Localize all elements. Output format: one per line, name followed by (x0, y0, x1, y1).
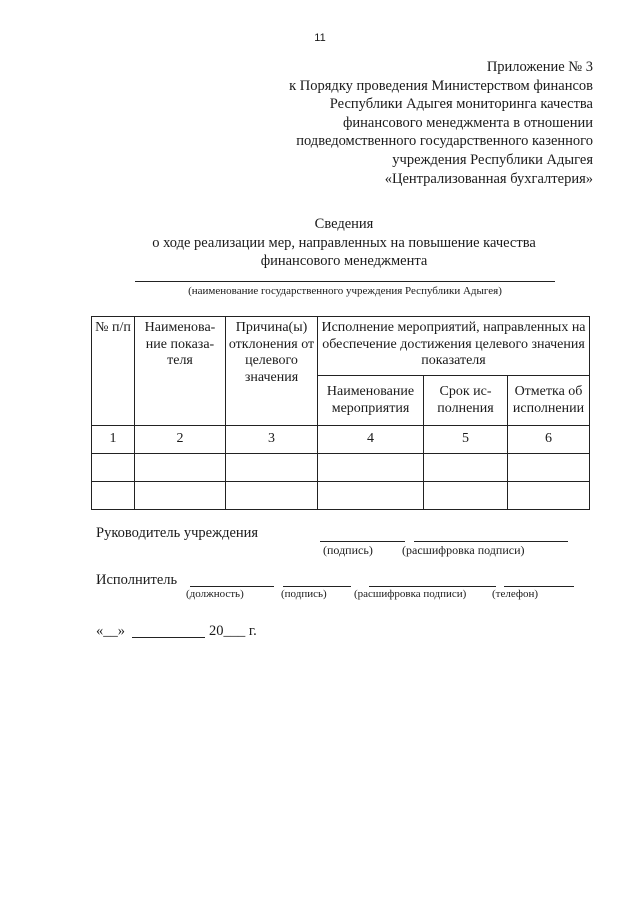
executor-label: Исполнитель (96, 572, 178, 588)
executor-position-line[interactable] (190, 586, 274, 587)
table-cell[interactable] (424, 454, 508, 482)
institution-name-line (135, 281, 555, 282)
institution-name-caption: (наименование государственного учреждения Республики Адыгея) (188, 285, 502, 297)
header-deadline: Срок ис-полнения (424, 376, 508, 426)
head-decode-line[interactable] (414, 541, 568, 542)
table-cell[interactable] (318, 482, 424, 510)
header-mark: Отметка об исполнении (508, 376, 590, 426)
document-title (0, 215, 640, 271)
appendix-header (233, 58, 593, 188)
executor-decode-caption: (расшифровка подписи) (354, 588, 467, 600)
header-execution-group: Исполнение мероприятий, направленных на обеспечение достижения целевого значения показателя (318, 317, 590, 376)
executor-phone-caption: (телефон) (492, 588, 539, 600)
table-cell[interactable] (135, 482, 226, 510)
head-sign-line[interactable] (320, 541, 405, 542)
executor-position-caption: (должность) (186, 588, 244, 600)
appendix-line: учреждения Республики Адыгея (392, 151, 593, 168)
table-row (92, 482, 590, 510)
executor-decode-line[interactable] (369, 586, 496, 587)
page-number: 11 (314, 32, 326, 44)
column-number: 2 (135, 426, 226, 454)
column-number: 6 (508, 426, 590, 454)
appendix-line: Приложение № 3 (486, 59, 593, 75)
date-month-line[interactable] (132, 637, 205, 638)
head-label: Руководитель учреждения (96, 525, 259, 541)
column-number: 5 (424, 426, 508, 454)
executor-sign-caption: (подпись) (281, 588, 327, 600)
appendix-line: финансового менеджмента в отношении (343, 114, 593, 131)
table-row (92, 454, 590, 482)
header-indicator-name: Наименова-ние показа-теля (135, 317, 226, 426)
table-cell[interactable] (508, 482, 590, 510)
table-cell[interactable] (135, 454, 226, 482)
date-year: 20___ г. (209, 623, 257, 639)
header-num: № п/п (92, 317, 135, 426)
column-number: 1 (92, 426, 135, 454)
table-cell[interactable] (92, 454, 135, 482)
measures-table (91, 316, 590, 510)
table-cell[interactable] (226, 482, 318, 510)
table-cell[interactable] (424, 482, 508, 510)
appendix-line: подведомственного государственного казенного (296, 133, 593, 150)
title-line: финансового менеджмента (260, 253, 428, 270)
column-number: 4 (318, 426, 424, 454)
appendix-line: к Порядку проведения Министерством финансов (289, 77, 593, 94)
header-measure-name: Наименование мероприятия (318, 376, 424, 426)
head-sign-caption: (подпись) (323, 543, 373, 557)
date-day: «__» (96, 623, 125, 639)
table-cell[interactable] (92, 482, 135, 510)
column-number: 3 (226, 426, 318, 454)
table-cell[interactable] (508, 454, 590, 482)
appendix-line: «Централизованная бухгалтерия» (384, 170, 593, 187)
table-cell[interactable] (226, 454, 318, 482)
table-cell[interactable] (318, 454, 424, 482)
table-column-numbers-row (92, 426, 590, 454)
title-line: о ходе реализации мер, направленных на повышение качества (152, 234, 536, 251)
executor-phone-line[interactable] (504, 586, 574, 587)
title-line: Сведения (314, 216, 374, 232)
header-deviation-reason: Причина(ы) отклонения от целевого значения (226, 317, 318, 426)
appendix-line: Республики Адыгея мониторинга качества (329, 96, 593, 113)
executor-sign-line[interactable] (283, 586, 351, 587)
table-header-row (92, 317, 590, 376)
head-decode-caption: (расшифровка подписи) (402, 543, 525, 557)
